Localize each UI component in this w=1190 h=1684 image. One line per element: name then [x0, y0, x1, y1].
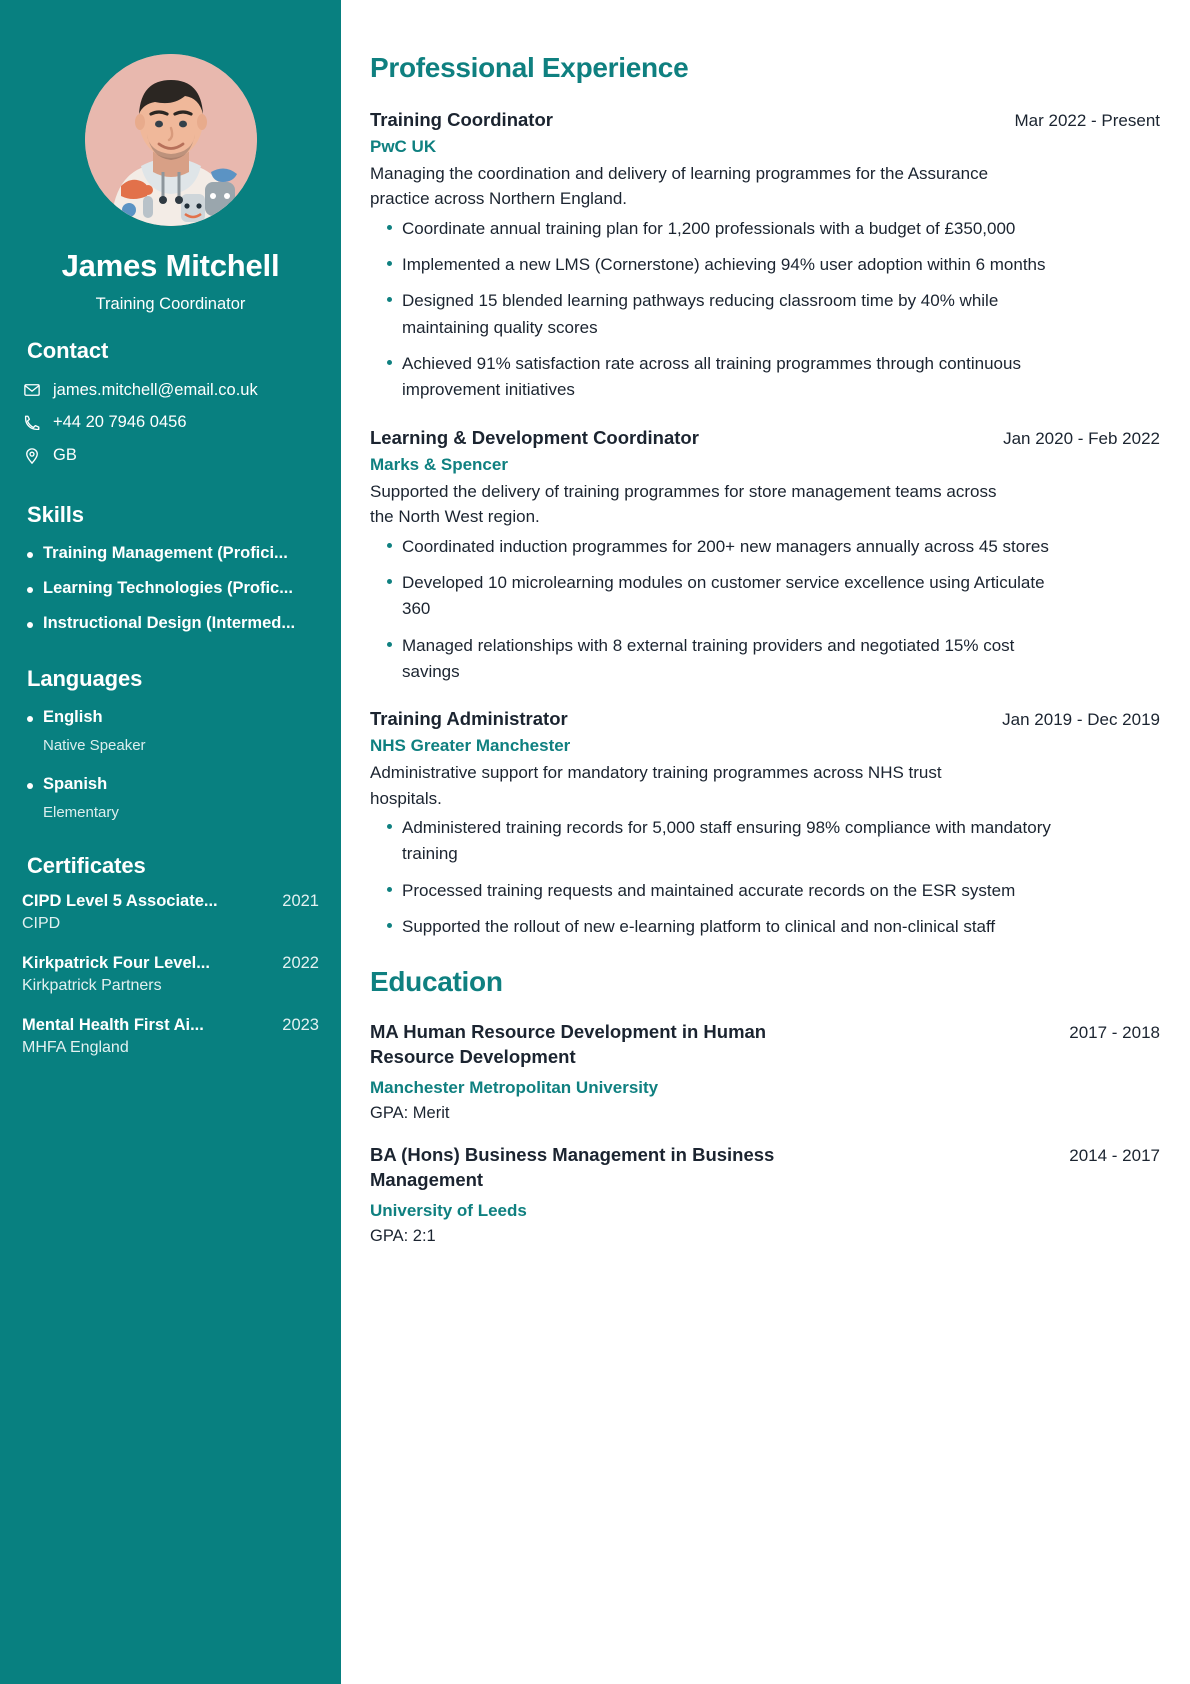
certificate-issuer: MHFA England [22, 1039, 129, 1057]
job-bullet: Coordinated induction programmes for 200+ new managers annually across 45 stores [370, 534, 1060, 560]
contact-location [22, 443, 319, 469]
contact-phone[interactable] [22, 410, 319, 436]
skill-item: Training Management (Profici... [22, 542, 319, 566]
education-entry [370, 1143, 1160, 1248]
education-degree: BA (Hons) Business Management in Business Management [370, 1144, 775, 1191]
language-level: Elementary [43, 803, 119, 821]
languages-heading: Languages [27, 666, 143, 692]
job-bullet-list [370, 216, 1160, 404]
job-bullet: Developed 10 microlearning modules on customer service excellence using Articulate 360 [370, 570, 1060, 623]
certificate-name: CIPD Level 5 Associate... [22, 891, 218, 910]
job-role: Training Coordinator [370, 109, 553, 130]
contact-email-value: james.mitchell@email.co.uk [53, 380, 258, 399]
certificate-year: 2021 [282, 891, 319, 910]
skills-heading: Skills [27, 502, 84, 528]
education-section-title: Education [370, 966, 503, 998]
certificates-heading: Certificates [27, 852, 146, 878]
education-school: University of Leeds [370, 1201, 527, 1221]
job-bullet: Coordinate annual training plan for 1,200 professionals with a budget of £350,000 [370, 216, 1060, 242]
education-gpa: GPA: 2:1 [370, 1227, 436, 1246]
job-description: Administrative support for mandatory training programmes across NHS trust hospitals. [370, 763, 942, 808]
job-bullet-list [370, 815, 1160, 940]
job-title: Training Coordinator [95, 294, 246, 313]
main-content [341, 0, 1190, 1684]
certificate-item [22, 1015, 319, 1059]
job-date: Jan 2019 - Dec 2019 [1002, 710, 1160, 730]
job-role: Training Administrator [370, 708, 568, 730]
job-company: NHS Greater Manchester [370, 736, 571, 756]
contact-location-value: GB [53, 445, 77, 464]
language-item: English [22, 706, 319, 730]
job-bullet-list [370, 534, 1160, 686]
certificate-year: 2022 [282, 953, 319, 972]
language-item: Spanish [22, 773, 319, 797]
language-level: Native Speaker [43, 737, 146, 755]
job-bullet: Achieved 91% satisfaction rate across all training programmes through continuous improvement initiatives [370, 351, 1060, 404]
job-description: Supported the delivery of training programmes for store management teams across the North West region. [370, 481, 997, 527]
experience-entry [370, 426, 1160, 685]
education-degree: MA Human Resource Development in Human Resource Development [370, 1021, 767, 1068]
job-description: Managing the coordination and delivery of learning programmes for the Assurance practice across Northern England. [370, 163, 989, 209]
avatar-illustration-icon [85, 54, 257, 226]
certificate-item [22, 891, 319, 935]
skill-item: Instructional Design (Intermed... [22, 612, 319, 636]
job-bullet: Implemented a new LMS (Cornerstone) achieving 94% user adoption within 6 months [370, 252, 1060, 278]
job-company: PwC UK [370, 136, 437, 156]
contact-phone-value: +44 20 7946 0456 [53, 413, 187, 432]
languages-list [22, 706, 319, 823]
job-bullet: Designed 15 blended learning pathways reducing classroom time by 40% while maintaining quality scores [370, 288, 1060, 341]
contact-list [22, 378, 319, 469]
education-date: 2017 - 2018 [1069, 1023, 1160, 1043]
avatar [85, 54, 257, 226]
skills-list [22, 542, 319, 636]
certificate-year: 2023 [282, 1016, 319, 1034]
certificates-list [22, 891, 319, 1059]
contact-heading: Contact [27, 337, 109, 363]
job-role: Learning & Development Coordinator [370, 426, 699, 448]
certificate-name: Kirkpatrick Four Level... [22, 953, 210, 972]
sidebar [0, 0, 341, 1684]
certificate-item [22, 953, 319, 997]
education-school: Manchester Metropolitan University [370, 1078, 659, 1098]
education-gpa: GPA: Merit [370, 1104, 450, 1123]
envelope-icon [22, 380, 42, 400]
experience-entry [370, 707, 1160, 940]
job-bullet: Administered training records for 5,000 staff ensuring 98% compliance with mandatory training [370, 815, 1060, 868]
experience-section-title: Professional Experience [370, 52, 689, 83]
skill-item: Learning Technologies (Profic... [22, 577, 319, 601]
contact-email[interactable] [22, 378, 319, 404]
job-date: Jan 2020 - Feb 2022 [1003, 428, 1160, 448]
job-bullet: Supported the rollout of new e-learning platform to clinical and non-clinical staff [370, 914, 1060, 940]
certificate-issuer: Kirkpatrick Partners [22, 977, 162, 995]
job-date: Mar 2022 - Present [1014, 111, 1160, 130]
full-name: James Mitchell [61, 248, 280, 283]
job-bullet: Managed relationships with 8 external training providers and negotiated 15% cost savings [370, 633, 1060, 686]
education-entry [370, 1020, 1160, 1125]
phone-icon [22, 413, 42, 433]
location-pin-icon [22, 446, 42, 466]
job-bullet: Processed training requests and maintained accurate records on the ESR system [370, 878, 1060, 904]
experience-entry [370, 108, 1160, 404]
education-date: 2014 - 2017 [1069, 1146, 1160, 1166]
job-company: Marks & Spencer [370, 454, 508, 474]
certificate-issuer: CIPD [22, 915, 61, 933]
certificate-name: Mental Health First Ai... [22, 1016, 204, 1034]
avatar-container [22, 54, 319, 226]
